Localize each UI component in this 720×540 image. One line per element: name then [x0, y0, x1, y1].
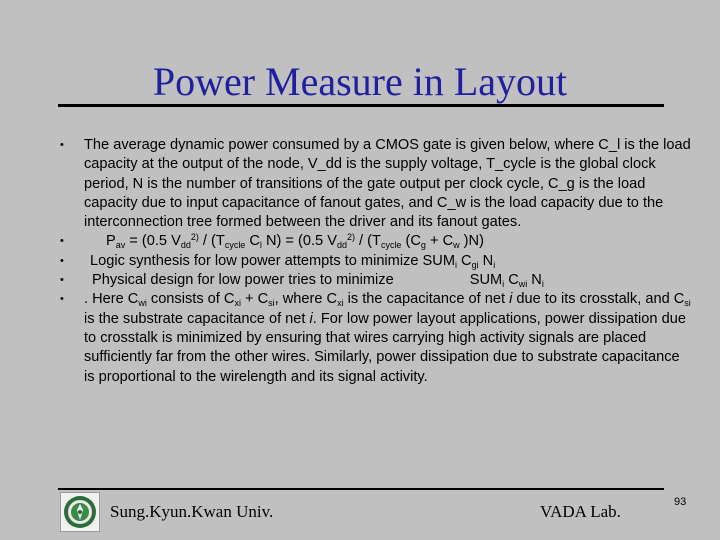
bullet-item-3 — [52, 252, 692, 271]
bullet-marker: • — [60, 139, 64, 151]
title-divider — [58, 104, 664, 107]
bullet-text: Logic synthesis for low power attempts to minimize $SUM_i$ $C_{gi}$ $N_i$ — [90, 252, 496, 270]
bullet-text: The average dynamic power consumed by a CMOS gate is given below, where C_l is the load capacity at the output of the node, V_dd is the supply voltage, T_cycle is the global clock period, N is the number of transitions of the gate output per clock cycle, C_g is the load capacity due to input capacitance of fanout gates, and C_w is the load capacity due to the interconnection tree formed between the driver and its fanout gates. — [84, 137, 691, 231]
bullet-list — [52, 136, 692, 387]
bullet-marker: • — [60, 235, 64, 248]
bullet-marker: • — [60, 254, 64, 267]
university-logo-icon — [60, 492, 100, 532]
page-number: 93 — [674, 496, 687, 508]
footer-university: Sung.Kyun.Kwan Univ. — [110, 502, 274, 521]
footer-divider — [58, 488, 664, 490]
slide-title: Power Measure in Layout — [152, 59, 568, 104]
bullet-marker: • — [60, 293, 64, 306]
power-equation: $P_{av} = (0.5$ $V_{dd}^{2)} / (T_{cycle}$ $C_l$ N) = (0.5 $V_{dd}^{2)} / (T_{cycle}$ ($C_g + C_w$ )N) — [106, 232, 484, 251]
bullet-marker: • — [60, 274, 64, 287]
bullet-item-1 — [52, 136, 692, 232]
bullet-text: . Here $C_{wi}$ consists of $C_{xi} + C_{si}$, where $C_{xi}$ is the capacitance of net i due to its crosstalk, and $C_{si}$ is the substrate capacitance of net i. For low power layout applications, power dissipation due to crosstalk is minimized by ensuring that wires carrying high activity signals are placed sufficiently far from the other wires. Similarly, power dissipation due to substrate capacitance is proportional to the wirelength and its signal activity. — [84, 291, 691, 385]
bullet-item-2 — [52, 232, 692, 251]
bullet-text: Physical design for low power tries to minimize $SUM_i$ $C_{wi}$ $N_i$ — [92, 272, 544, 290]
bullet-item-5 — [52, 290, 692, 386]
footer-lab: VADA Lab. — [540, 502, 621, 521]
bullet-item-4 — [52, 271, 692, 290]
